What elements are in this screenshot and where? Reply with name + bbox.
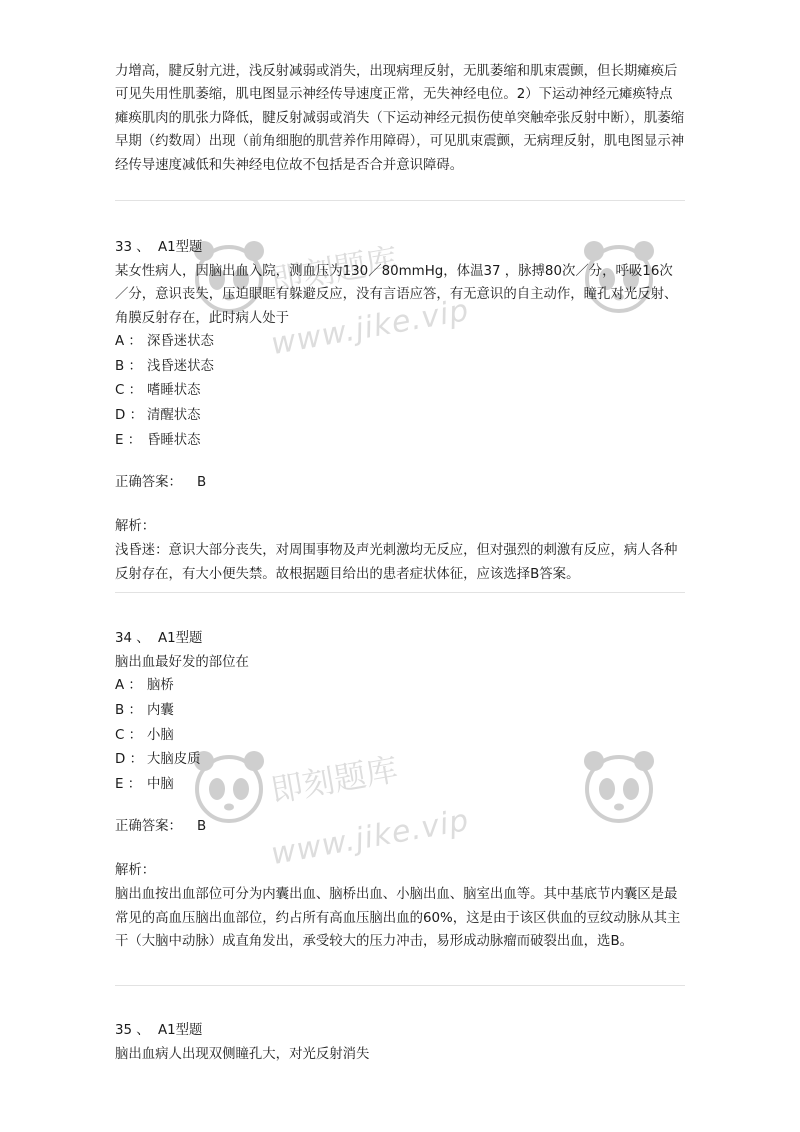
option-letter: C ： [115,383,142,399]
option-a[interactable] [115,674,685,699]
answer-value: B [197,819,207,835]
option-e[interactable] [115,429,685,454]
analysis-label: 解析： [115,519,156,535]
option-b[interactable] [115,699,685,724]
intro-paragraph: 力增高，腱反射亢进，浅反射减弱或消失，出现病理反射，无肌萎缩和肌束震颤，但长期瘫痪后可见失用性肌萎缩，肌电图显示神经传导速度正常，无失神经电位。2）下运动神经元瘫痪特点 瘫痪肌肉的肌张力降低，腱反射减弱或消失（下运动神经元损伤使单突触牵张反射中断），肌萎缩早期（约数周）出现（前角细胞的肌营养作用障碍），可见肌束震颤，无病理反射，肌电图显示神经传导速度减低和失神经电位故不包括是否合并意识障碍。 [115,64,685,173]
option-letter: E ： [115,432,142,448]
answer-value: B [197,475,207,491]
question-header [115,1019,685,1043]
answer-label: 正确答案： [115,819,182,835]
analysis-text: 浅昏迷：意识大部分丧失，对周围事物及声光刺激均无反应，但对强烈的刺激有反应，病人各种反射存在，有大小便失禁。故根据题目给出的患者症状体征，应该选择B答案。 [115,543,678,582]
question-number: 35 、 [115,1023,150,1038]
option-text: 浅昏迷状态 [147,358,214,374]
question-number: 33 、 [115,240,150,255]
watermark-brand: 即刻题库 [268,240,401,300]
correct-answer [115,471,685,495]
watermark-url: www.jike.vip [268,292,472,363]
option-b[interactable] [115,355,685,380]
option-text: 深昏迷状态 [147,334,214,350]
option-letter: B ： [115,703,142,718]
question-stem: 脑出血最好发的部位在 [115,655,249,670]
question-34 [115,627,685,954]
option-c[interactable] [115,724,685,749]
option-text: 内囊 [147,703,174,718]
option-text: 大脑皮质 [147,752,201,768]
question-number: 34 、 [115,631,150,646]
option-letter: E ： [115,776,142,792]
question-35 [115,1019,685,1066]
option-text: 脑桥 [147,678,174,694]
option-text: 嗜睡状态 [147,383,201,399]
option-letter: A ： [115,678,142,694]
question-header [115,236,685,260]
option-d[interactable] [115,404,685,429]
option-c[interactable] [115,379,685,404]
question-type: A1型题 [157,631,203,646]
option-text: 中脑 [147,776,174,792]
divider [115,592,685,593]
option-letter: B ： [115,358,142,374]
watermark-brand: 即刻题库 [268,750,401,810]
option-a[interactable] [115,330,685,355]
question-type: A1型题 [157,1023,203,1038]
question-header [115,627,685,651]
option-letter: D ： [115,752,143,768]
option-letter: D ： [115,408,143,423]
option-e[interactable] [115,773,685,798]
question-type: A1型题 [157,240,203,255]
question-stem: 脑出血病人出现双侧瞳孔大，对光反射消失 [115,1047,370,1062]
divider [115,985,685,986]
option-text: 小脑 [147,727,174,743]
option-text: 昏睡状态 [147,432,201,448]
option-text: 清醒状态 [147,408,201,423]
divider [115,200,685,201]
question-stem: 某女性病人，因脑出血入院，测血压为130／80mmHg，体温37 ，脉搏80次／分，呼吸16次／分，意识丧失，压迫眼眶有躲避反应，没有言语应答，有无意识的自主动作，瞳孔对光反射、角膜反射存在，此时病人处于 [115,264,678,326]
analysis-label: 解析： [115,863,156,879]
analysis-text: 脑出血按出血部位可分为内囊出血、脑桥出血、小脑出血、脑室出血等。其中基底节内囊区是最常见的高血压脑出血部位，约占所有高血压脑出血的60%，这是由于该区供血的豆纹动脉从其主干（大脑中动脉）成直角发出，承受较大的压力冲击，易形成动脉瘤而破裂出血，选B。 [115,887,681,950]
option-letter: A ： [115,334,142,350]
answer-label: 正确答案： [115,475,182,491]
option-d[interactable] [115,748,685,773]
correct-answer [115,815,685,839]
watermark-url: www.jike.vip [268,802,472,873]
question-33 [115,236,685,586]
option-letter: C ： [115,727,142,743]
